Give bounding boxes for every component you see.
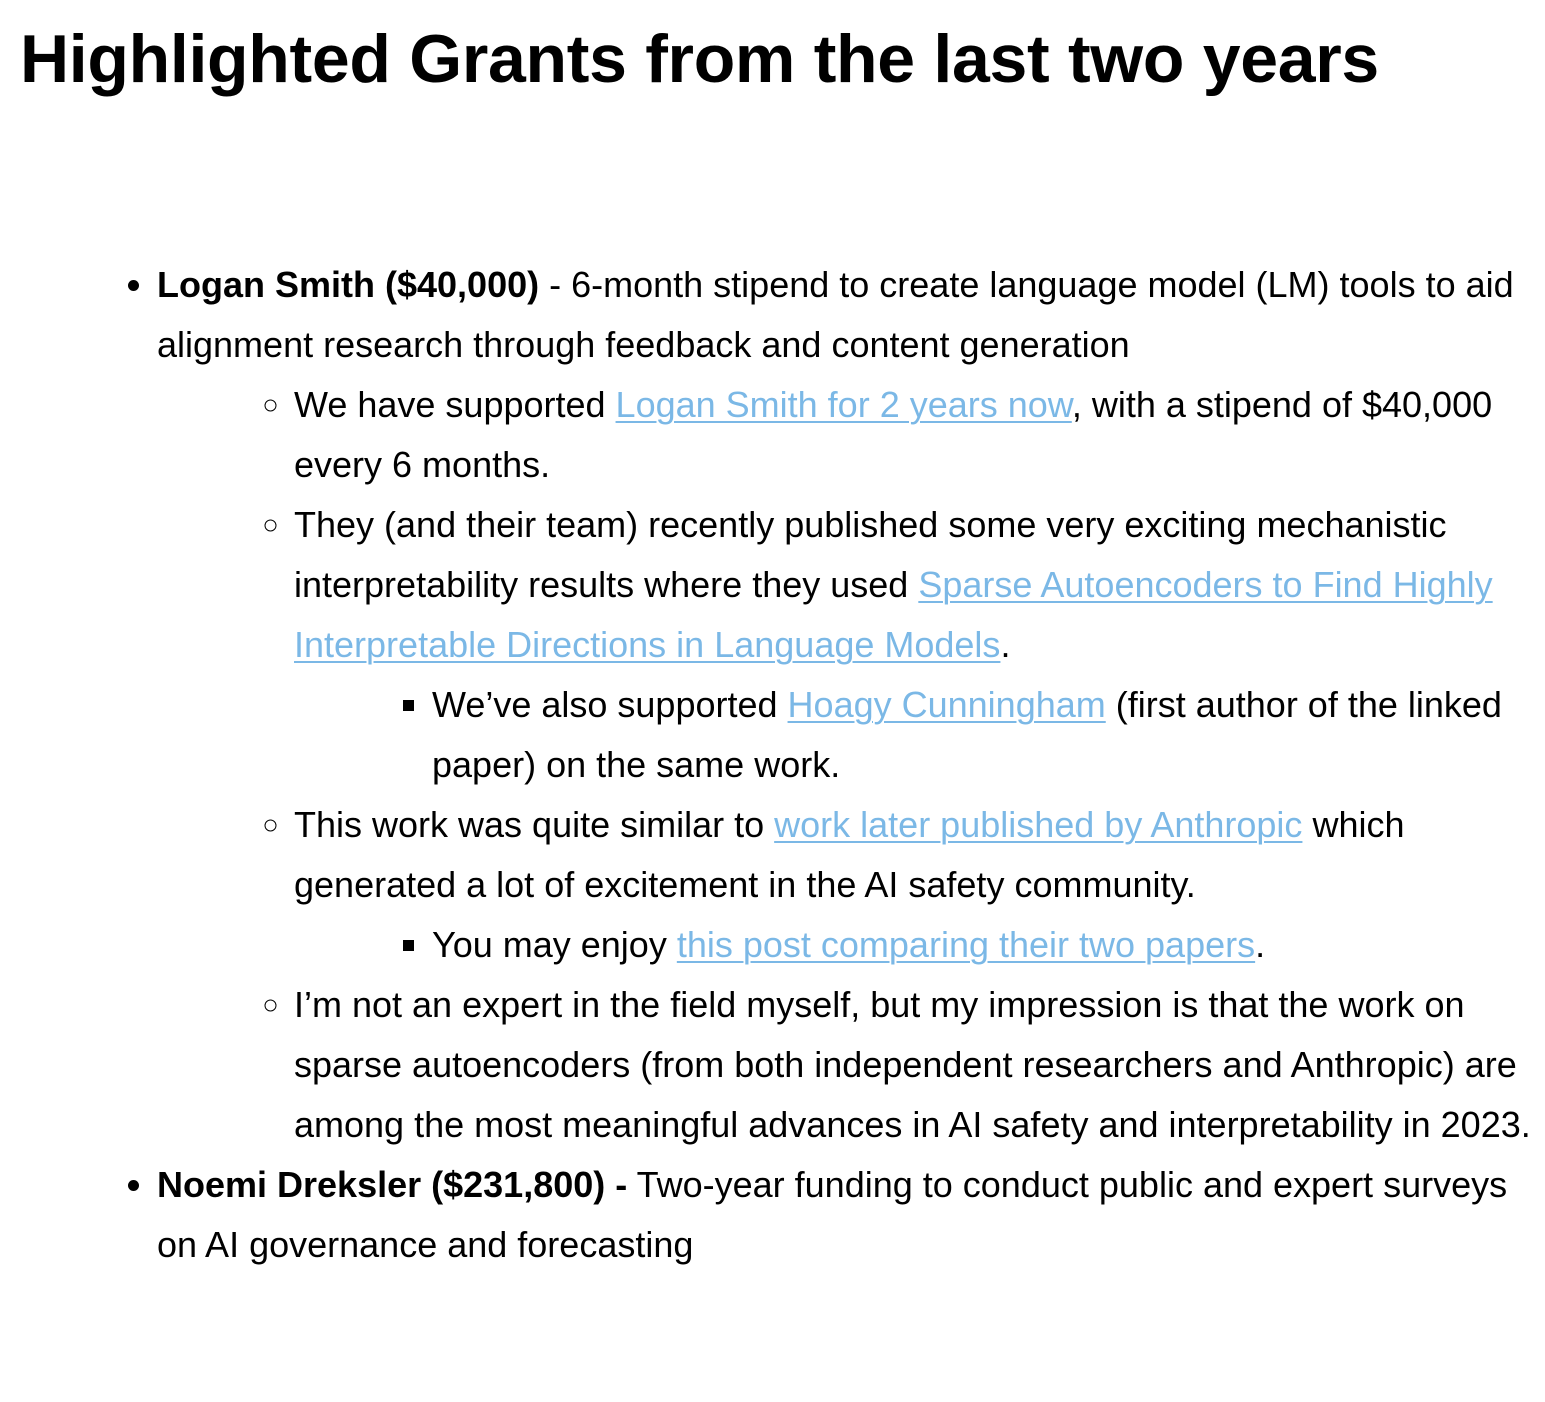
grant-note <box>294 375 1545 495</box>
grant-description: Two-year funding to conduct public and expert surveys on AI governance and forecasting <box>157 1164 1508 1265</box>
note-sublist <box>294 675 1545 795</box>
subnote-text: You may enjoy <box>432 924 677 965</box>
page-title: Highlighted Grants from the last two years <box>20 21 1379 97</box>
grant-subnote <box>432 915 1545 975</box>
grant-note <box>294 795 1545 975</box>
grant-name-amount: Noemi Dreksler ($231,800) - <box>157 1164 628 1205</box>
anthropic-work-link[interactable]: work later published by Anthropic <box>774 804 1303 845</box>
grant-subnote <box>432 675 1545 795</box>
note-text: which generated a lot of excitement in the AI safety community. <box>294 804 1405 905</box>
subnote-text: (first author of the linked paper) on the same work. <box>432 684 1502 785</box>
grants-section <box>0 255 1545 1275</box>
grant-item-noemi-dreksler <box>157 1155 1545 1275</box>
logan-smith-link[interactable]: Logan Smith for 2 years now <box>615 384 1072 425</box>
note-text: I’m not an expert in the field myself, but my impression is that the work on sparse autoencoders (from both independent researchers and Anthropic) are among the most meaningful advances in AI safety and interpretability in 2023. <box>294 984 1531 1145</box>
grant-item-logan-smith <box>157 255 1545 1155</box>
grant-separator <box>627 1164 636 1205</box>
grant-name-amount: Logan Smith ($40,000) <box>157 264 540 305</box>
note-text: We have supported <box>294 384 616 425</box>
grant-notes-list <box>157 375 1545 1155</box>
note-text: They (and their team) recently published some very exciting mechanistic interpretability results where they used <box>294 504 1447 605</box>
note-text: This work was quite similar to <box>294 804 775 845</box>
grant-note <box>294 975 1545 1155</box>
note-text: , with a stipend of $40,000 every 6 months. <box>294 384 1493 485</box>
subnote-text: . <box>1255 924 1266 965</box>
note-text: . <box>1000 624 1011 665</box>
note-sublist <box>294 915 1545 975</box>
grant-note <box>294 495 1545 795</box>
comparison-post-link[interactable]: this post comparing their two papers <box>676 924 1256 965</box>
sparse-autoencoders-paper-link[interactable]: Sparse Autoencoders to Find Highly Interpretable Directions in Language Models <box>294 564 1493 665</box>
grants-list <box>0 255 1545 1275</box>
hoagy-cunningham-link[interactable]: Hoagy Cunningham <box>787 684 1106 725</box>
grant-separator: - <box>539 264 572 305</box>
subnote-text: We’ve also supported <box>432 684 788 725</box>
grant-description: 6-month stipend to create language model (LM) tools to aid alignment research through feedback and content generation <box>157 264 1514 365</box>
